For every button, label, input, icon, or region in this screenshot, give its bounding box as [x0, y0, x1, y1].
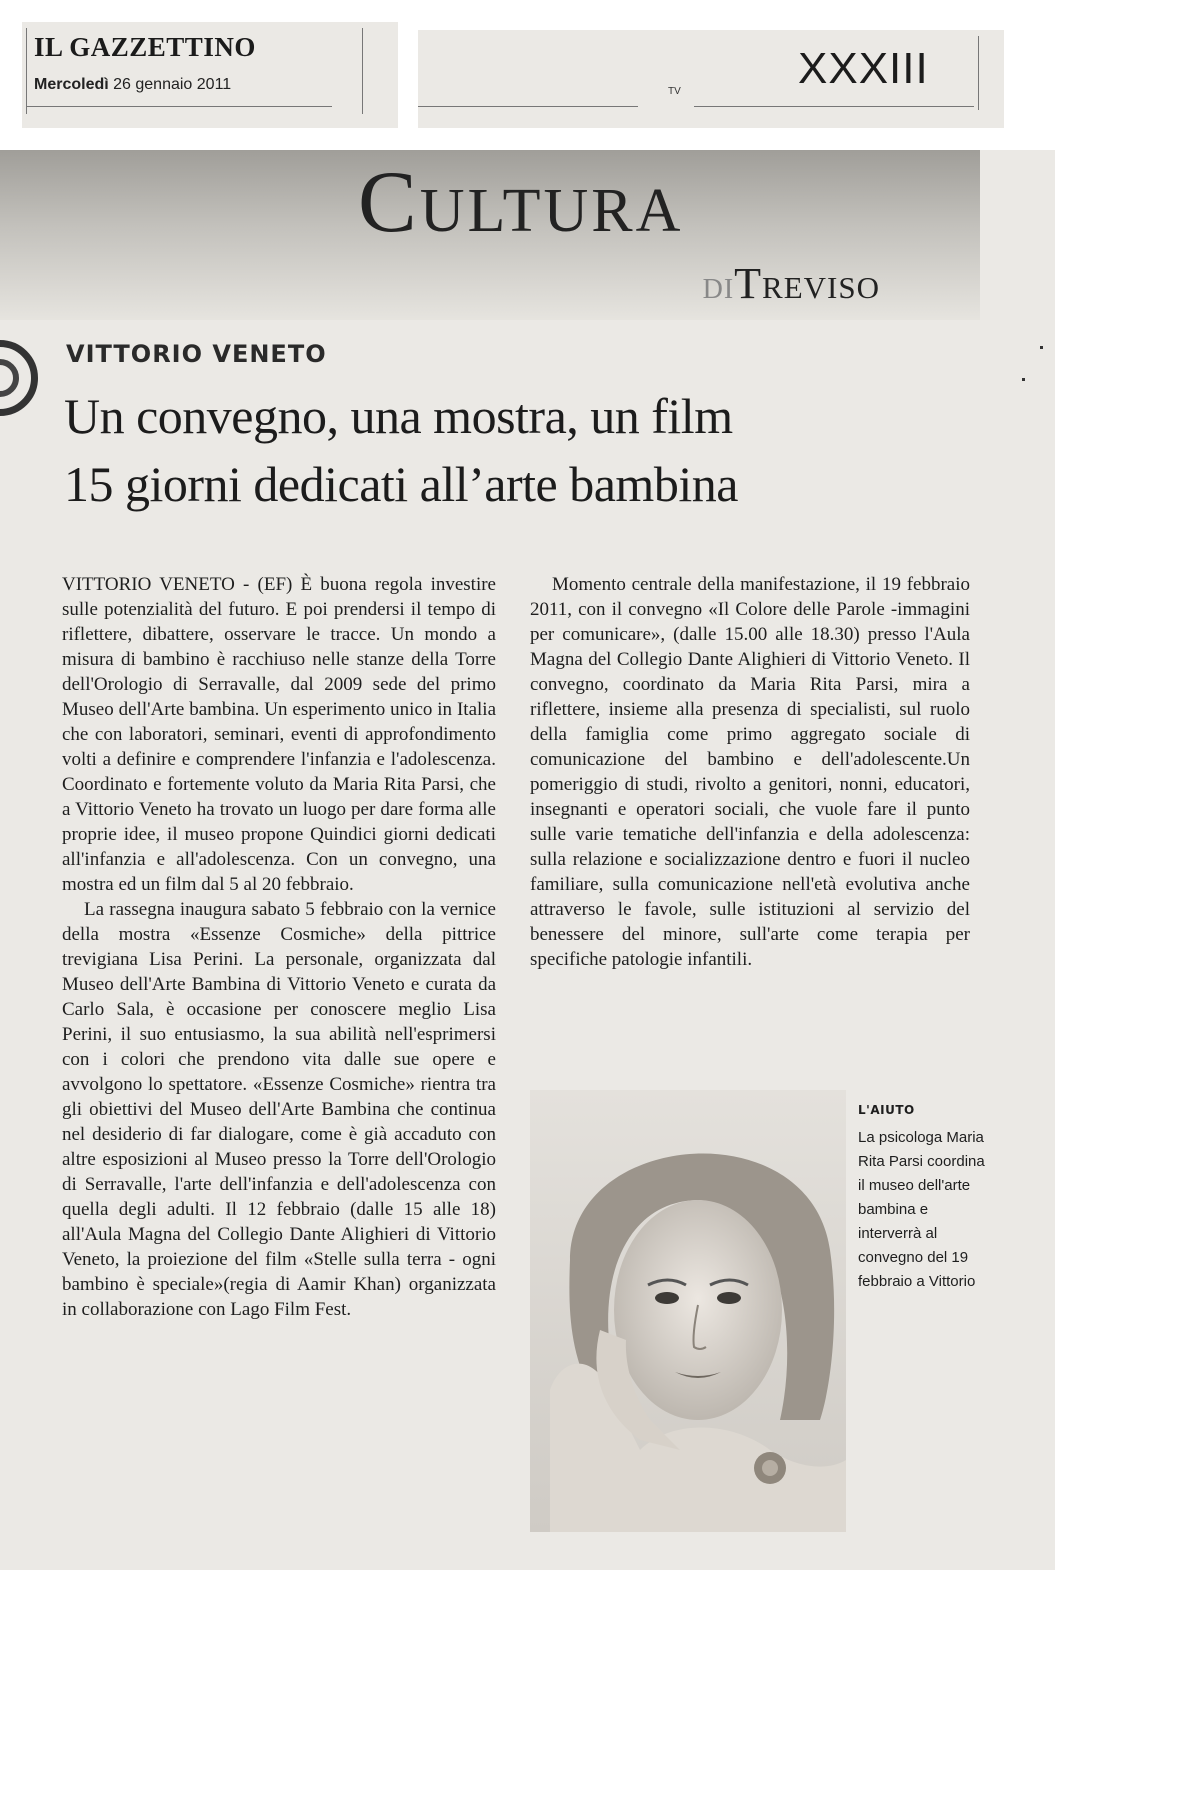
section-title: Cultura — [358, 154, 684, 251]
article-clipping — [0, 150, 1055, 1570]
body-paragraph: Momento centrale della manifestazione, il 19 febbraio 2011, con il convegno «Il Colore delle Parole -immagini per comunicare», (dalle 15.00 alle 18.30) presso l'Aula Magna del Collegio Dante Alighieri di Vittorio Veneto. Il convegno, coordinato da Maria Rita Parsi, mira a riflettere, insieme alla presenza di specialisti, sul ruolo della famiglia come primo aggregato sociale di comunicazione del bambino e dell'adolescente.Un pomeriggio di studi, rivolto a genitori, nonni, educatori, insegnanti e operatori sociali, che vuole fare il punto sulle varie tematiche dell'infanzia e della adolescenza: sulla relazione e socializzazione dentro e fuori il nucleo familiare, sulla comunicazione nell'età evolutiva anche attraverso le favole, sulle istituzioni al servizio del benessere del minore, sull'arte come terapia per specifiche patologie infantili. — [530, 574, 970, 970]
portrait-illustration — [530, 1090, 846, 1532]
folio-clipping — [418, 30, 1004, 128]
newspaper-name: IL GAZZETTINO — [34, 32, 256, 62]
section-subtitle — [703, 258, 880, 309]
issue-date — [34, 76, 231, 94]
scan-speck — [1040, 346, 1043, 349]
headline-line-2: 15 giorni dedicati all’arte bambina — [64, 456, 738, 512]
photo-caption — [858, 1098, 988, 1294]
section-subtitle-di: DI — [702, 274, 735, 305]
article-column-right — [530, 572, 970, 972]
caption-title: L'AIUTO — [858, 1103, 915, 1117]
section-header-band — [0, 150, 980, 320]
headline-line-1: Un convegno, una mostra, un film — [64, 388, 733, 444]
folio-rule-right — [694, 106, 974, 107]
article-column-left — [62, 572, 496, 1322]
article-kicker: VITTORIO VENETO — [66, 340, 327, 368]
issue-weekday: Mercoledì — [34, 76, 109, 93]
scan-speck — [1022, 378, 1025, 381]
body-paragraph: La rassegna inaugura sabato 5 febbraio con la vernice della mostra «Essenze Cosmiche» della pittrice trevigiana Lisa Perini. La personale, organizzata dal Museo dell'Arte Bambina di Vittorio Veneto e curata da Carlo Sala, è occasione per conoscere meglio Lisa Perini, il suo entusiasmo, la sua abilità nell'esprimersi con i colori che prendono vita dalle sue opere e avvolgono lo spettatore. «Essenze Cosmiche» rientra tra gli obiettivi del Museo dell'Arte Bambina che continua nel desiderio di far dialogare, come è già accaduto con altre esposizioni al Museo presso la Torre dell'Orologio di Serravalle, l'arte dell'infanzia e dell'adolescenza con quella degli adulti. Il 12 febbraio (dalle 15 alle 18) all'Aula Magna del Collegio Dante Alighieri di Vittorio Veneto, la proiezione del film «Stelle sulla terra - ogni bambino è speciale»(regia di Aamir Khan) organizzata in collaborazione con Lago Film Fest. — [62, 899, 496, 1320]
masthead-rule-right — [362, 28, 363, 114]
issue-date-text: 26 gennaio 2011 — [113, 76, 232, 93]
body-paragraph: VITTORIO VENETO - (EF) È buona regola investire sulle potenzialità del futuro. E poi prendersi il tempo di riflettere, dibattere, osservare le tracce. Un mondo a misura di bambino è racchiuso nelle stanze della Torre dell'Orologio di Serravalle, dal 2009 sede del primo Museo dell'Arte bambina. Un esperimento unico in Italia che con laboratori, seminari, eventi di approfondimento volti a definire e comprendere l'infanzia e l'adolescenza. Coordinato e fortemente voluto da Maria Rita Parsi, che a Vittorio Veneto ha trovato un luogo per dare forma alle proprie idee, il museo propone Quindici giorni dedicati all'infanzia e all'adolescenza. Con un convegno, una mostra ed un film dal 5 al 20 febbraio. — [62, 574, 496, 895]
masthead-rule-bottom — [26, 106, 332, 107]
caption-text: La psicologa Maria Rita Parsi coordina il museo dell'arte bambina e interverrà al convegno del 19 febbraio a Vittorio — [858, 1129, 985, 1290]
masthead-clipping — [22, 22, 398, 128]
portrait-photo — [530, 1090, 846, 1532]
circle-ornament-icon — [0, 340, 38, 416]
article-headline — [64, 382, 1004, 518]
folio-section: TV — [668, 86, 681, 97]
section-subtitle-place: Treviso — [734, 259, 880, 308]
page-number: XXXIII — [798, 44, 929, 93]
folio-rule-end — [978, 36, 979, 110]
folio-rule — [418, 106, 638, 107]
masthead-rule-left — [26, 28, 27, 114]
